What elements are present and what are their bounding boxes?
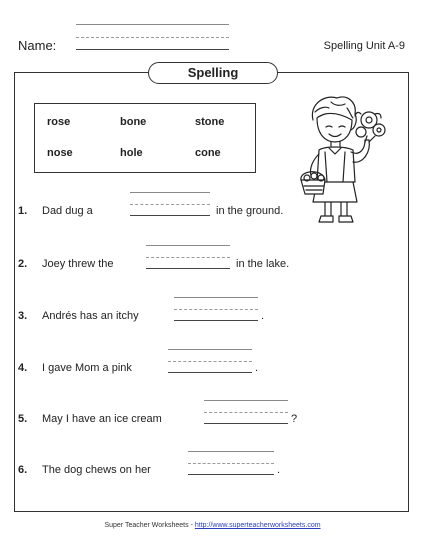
answer-blank-2[interactable] (146, 245, 230, 269)
page-title: Spelling (148, 62, 278, 84)
line-base (146, 268, 230, 269)
word-bank-item: bone (120, 116, 147, 128)
sentence-4-end (255, 362, 258, 374)
footer-link[interactable]: http://www.superteacherworksheets.com (194, 522, 321, 529)
answer-blank-6[interactable] (188, 451, 274, 475)
line-base (168, 372, 252, 373)
line-top (168, 349, 252, 350)
footer (0, 522, 425, 529)
line-top (174, 297, 258, 298)
answer-blank-3[interactable] (174, 297, 258, 321)
sentence-4 (18, 362, 132, 374)
line-top (146, 245, 230, 246)
sentence-5 (18, 413, 162, 425)
sentence-text-after: in the ground. (216, 205, 284, 217)
sentence-number: 2. (18, 258, 28, 270)
line-top (204, 400, 288, 401)
line-base (174, 320, 258, 321)
sentence-number: 4. (18, 362, 28, 374)
line-mid (76, 37, 229, 38)
sentence-3 (18, 310, 139, 322)
sentence-1 (18, 205, 93, 217)
sentence-text-after: . (261, 310, 265, 322)
line-mid (146, 257, 230, 258)
word-bank-item: stone (195, 116, 225, 128)
line-base (188, 474, 274, 475)
sentence-3-end (261, 310, 264, 322)
sentence-number: 6. (18, 464, 28, 476)
sentence-number: 3. (18, 310, 28, 322)
sentence-6 (18, 464, 151, 476)
unit-label: Spelling Unit A-9 (323, 40, 405, 52)
line-mid (168, 361, 252, 362)
name-label: Name: (18, 38, 57, 53)
word-bank-item: nose (47, 147, 73, 159)
line-top (130, 192, 210, 193)
line-base (76, 49, 229, 50)
word-bank-item: rose (47, 116, 71, 128)
sentence-text-before: I gave Mom a pink (42, 362, 132, 374)
answer-blank-1[interactable] (130, 192, 210, 216)
sentence-6-end (277, 464, 280, 476)
line-mid (188, 463, 274, 464)
sentence-1-end (216, 205, 283, 217)
sentence-number: 1. (18, 205, 28, 217)
line-base (204, 423, 288, 424)
name-write-line[interactable] (76, 24, 229, 50)
footer-site-name: Super Teacher Worksheets (104, 522, 189, 529)
sentence-number: 5. (18, 413, 28, 425)
word-bank-item: cone (195, 147, 221, 159)
line-top (76, 24, 229, 25)
sentence-text-before: Dad dug a (42, 205, 93, 217)
word-bank (34, 103, 256, 173)
sentence-2 (18, 258, 114, 270)
line-base (130, 215, 210, 216)
sentence-text-before: Andrés has an itchy (42, 310, 139, 322)
sentence-text-before: Joey threw the (42, 258, 114, 270)
girl-with-flowers-illustration (295, 90, 395, 230)
line-top (188, 451, 274, 452)
footer-separator: - (188, 522, 195, 529)
sentence-text-before: The dog chews on her (42, 464, 151, 476)
sentence-text-after: in the lake. (236, 258, 290, 270)
answer-blank-4[interactable] (168, 349, 252, 373)
line-mid (204, 412, 288, 413)
word-bank-item: hole (120, 147, 143, 159)
line-mid (174, 309, 258, 310)
sentence-text-before: May I have an ice cream (42, 413, 162, 425)
answer-blank-5[interactable] (204, 400, 288, 424)
sentence-2-end (236, 258, 289, 270)
sentence-text-after: . (255, 362, 259, 374)
sentence-text-after: . (277, 464, 281, 476)
line-mid (130, 204, 210, 205)
sentence-text-after: ? (291, 413, 298, 425)
sentence-5-end (291, 413, 297, 425)
